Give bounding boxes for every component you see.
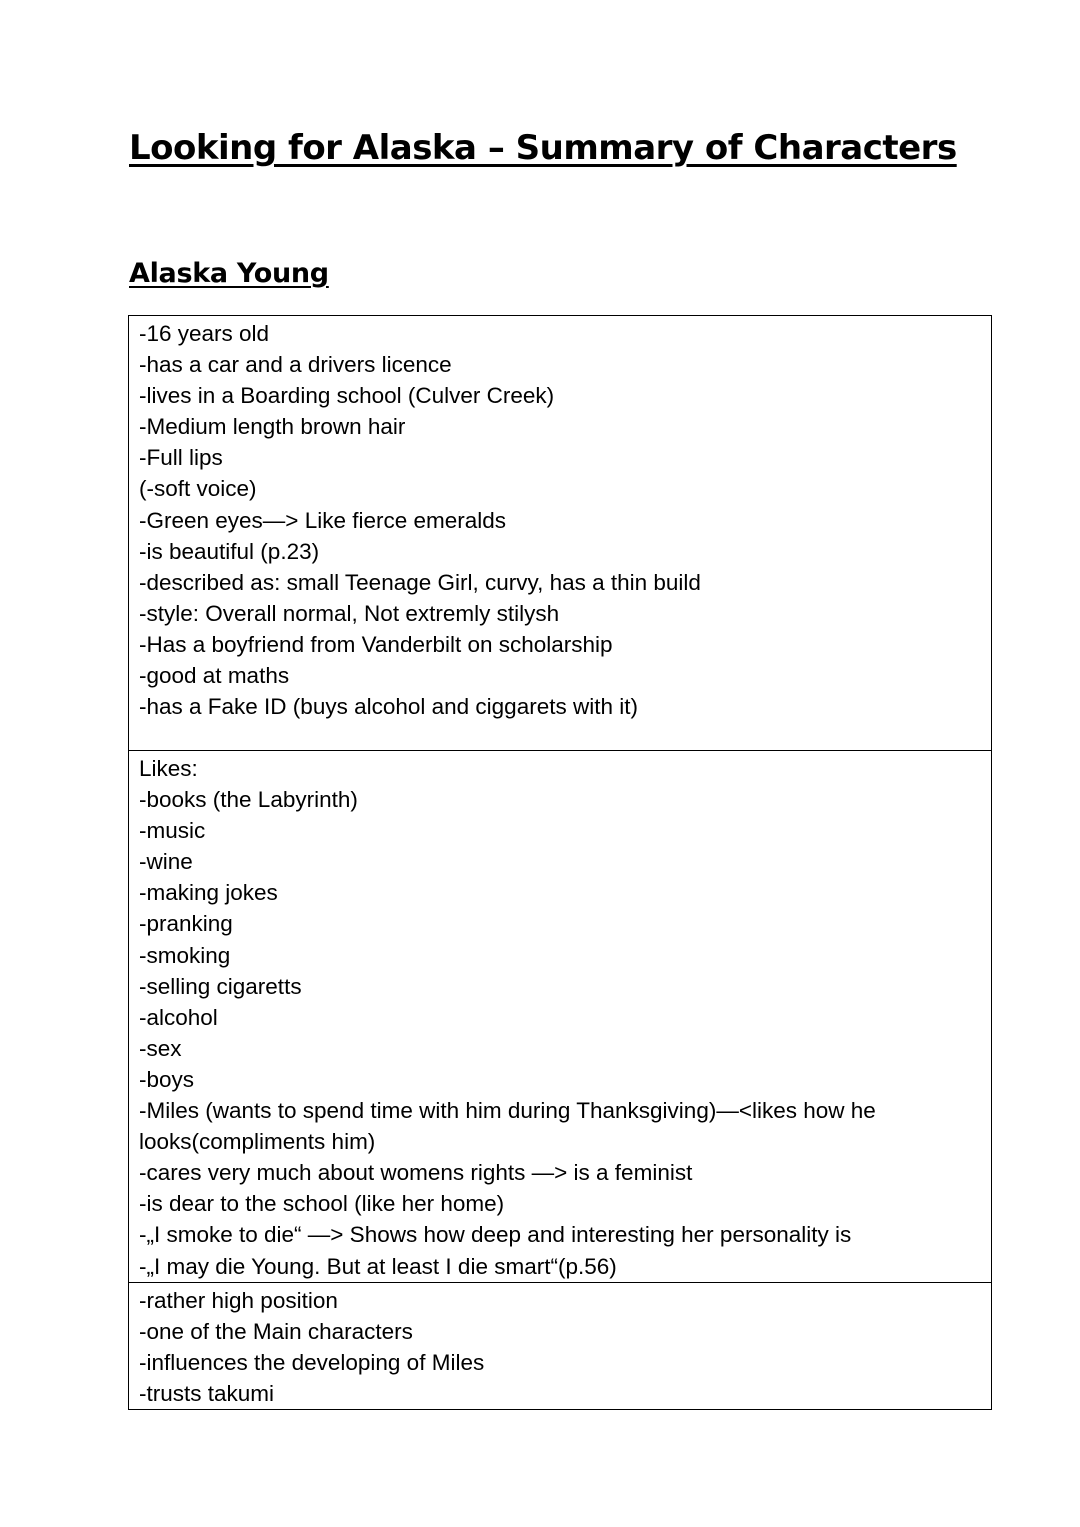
fact-line: -has a Fake ID (buys alcohol and ciggarets with it) [139, 694, 638, 720]
fact-line: -is beautiful (p.23) [139, 538, 320, 564]
fact-line: -Full lips [139, 445, 223, 471]
fact-line: -good at maths [139, 663, 290, 689]
quote-line: -„I may die Young. But at least I die smart“(p.56) [139, 1253, 617, 1279]
like-line: -pranking [139, 911, 233, 937]
like-line: -Miles (wants to spend time with him during Thanksgiving)—<likes how he looks(compliments him) [139, 1098, 876, 1155]
section-title-alaska-young: Alaska Young [129, 258, 329, 289]
fact-line: -style: Overall normal, Not extremly stilysh [139, 600, 560, 626]
role-row [129, 1282, 992, 1409]
like-line: -making jokes [139, 880, 278, 906]
like-line: -wine [139, 849, 193, 875]
fact-line: -Green eyes—> Like fierce emeralds [139, 507, 507, 533]
fact-line: -Has a boyfriend from Vanderbilt on scholarship [139, 631, 613, 657]
fact-line: -lives in a Boarding school (Culver Creek) [139, 383, 555, 409]
likes-row [129, 751, 992, 1283]
page-title: Looking for Alaska – Summary of Characters [129, 128, 957, 168]
role-cell [129, 1282, 992, 1409]
quote-line: -„I smoke to die“ —> Shows how deep and interesting her personality is [139, 1222, 852, 1248]
fact-line: -16 years old [139, 321, 270, 346]
likes-heading: Likes: [139, 756, 198, 781]
role-line: -trusts takumi [139, 1380, 275, 1406]
facts-cell [129, 316, 992, 751]
like-line: -cares very much about womens rights —> is a feminist [139, 1160, 693, 1186]
likes-cell [129, 751, 992, 1283]
fact-line: -has a car and a drivers licence [139, 352, 452, 378]
like-line: -alcohol [139, 1004, 218, 1030]
character-table [128, 315, 992, 1410]
fact-line: (-soft voice) [139, 476, 257, 502]
fact-line: -described as: small Teenage Girl, curvy, has a thin build [139, 569, 701, 595]
like-line: -sex [139, 1035, 182, 1061]
fact-line: -Medium length brown hair [139, 414, 406, 440]
facts-row [129, 316, 992, 751]
role-line: -influences the developing of Miles [139, 1349, 485, 1375]
like-line: -is dear to the school (like her home) [139, 1191, 505, 1217]
like-line: -selling cigaretts [139, 973, 302, 999]
role-line: -rather high position [139, 1287, 338, 1313]
like-line: -boys [139, 1066, 195, 1092]
like-line: -music [139, 818, 206, 844]
role-line: -one of the Main characters [139, 1318, 413, 1344]
like-line: -smoking [139, 942, 231, 968]
like-line: -books (the Labyrinth) [139, 787, 358, 813]
